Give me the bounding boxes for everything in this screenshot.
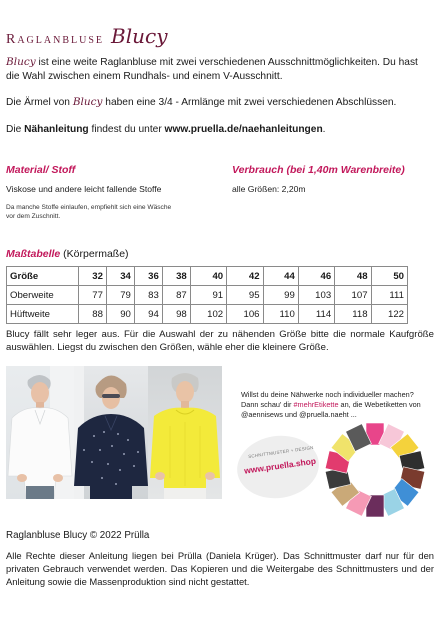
size-table-cell: 94	[134, 305, 162, 324]
size-table-cell: 34	[106, 267, 134, 286]
size-table-cell: 32	[79, 267, 107, 286]
photo-white-blouse	[6, 366, 74, 499]
consumption-heading: Verbrauch (bei 1,40m Warenbreite)	[232, 164, 405, 176]
size-table-row	[7, 305, 408, 324]
size-table-cell: 77	[79, 286, 107, 305]
size-table-cell: 99	[263, 286, 298, 305]
size-table-cell: 90	[106, 305, 134, 324]
size-table-cell: 50	[371, 267, 407, 286]
size-table-cell: 87	[162, 286, 190, 305]
instructions-paragraph	[6, 123, 434, 137]
size-table-cell: 106	[227, 305, 263, 324]
shop-stamp	[233, 431, 323, 504]
size-table-cell: 83	[134, 286, 162, 305]
size-table-subtitle: (Körpermaße)	[60, 248, 129, 260]
instructions-link[interactable]: www.pruella.de/naehanleitungen	[164, 124, 323, 135]
size-table-title: Maßtabelle	[6, 248, 61, 260]
title-script: Blucy	[111, 24, 168, 48]
rights-notice: Alle Rechte dieser Anleitung liegen bei Prülla (Daniela Krüger). Das Schnittmuster darf nur für den privaten Gebrauch verwendet werden. Das Kopieren und die Weitergabe des Schnittmusters und der Anleitung sowie die Massenproduktion sind nicht gestattet.	[6, 550, 434, 587]
intro-paragraph	[6, 56, 434, 83]
material-text: Viskose und andere leicht fallende Stoffe	[6, 184, 162, 194]
size-table-cell: 98	[162, 305, 190, 324]
promo-line1: Willst du deine Nähwerke noch individueller machen? Dann schau' dir	[241, 390, 414, 409]
instructions-pre: Die	[6, 124, 25, 135]
size-table-cell: 95	[227, 286, 263, 305]
shop-url[interactable]: www.pruella.shop	[243, 455, 317, 476]
size-table-cell: 40	[190, 267, 226, 286]
size-table-cell: 122	[371, 305, 407, 324]
size-table-row-label: Größe	[7, 267, 79, 286]
promo-hashtag[interactable]: #mehrEtikette	[293, 400, 339, 409]
size-table-row-label: Oberweite	[7, 286, 79, 305]
photo-yellow-blouse	[148, 366, 222, 499]
instructions-end: .	[322, 124, 326, 135]
intro-text: ist eine weite Raglanbluse mit zwei verschiedenen Ausschnittmöglichkeiten. Du hast die Wahl zwischen einem Rundhals- und einem V-Ausschnitt.	[6, 57, 418, 82]
size-table-cell: 36	[134, 267, 162, 286]
size-table-cell: 44	[263, 267, 298, 286]
sleeve-paragraph	[6, 96, 434, 110]
brand-name: Blucy	[6, 56, 36, 68]
size-table-cell: 114	[298, 305, 334, 324]
promo-line2: an, die Webetiketten von @aennisews und @pruella.naeht ...	[241, 400, 421, 419]
size-table-row	[7, 286, 408, 305]
size-table-cell: 110	[263, 305, 298, 324]
size-table-header-row	[7, 267, 408, 286]
material-note: Da manche Stoffe einlaufen, empfiehlt sich eine Wäsche vor dem Zuschnitt.	[6, 204, 172, 220]
size-table-cell: 48	[335, 267, 371, 286]
instructions-mid: findest du unter	[88, 124, 165, 135]
size-table-cell: 118	[335, 305, 371, 324]
size-table-cell: 107	[335, 286, 371, 305]
consumption-text: alle Größen: 2,20m	[232, 184, 306, 194]
label-wheel-image	[315, 416, 435, 524]
instructions-label: Nähanleitung	[24, 124, 89, 135]
stamp-tagline: SCHNITTMUSTER + DESIGN	[247, 444, 314, 460]
size-table-row-label: Hüftweite	[7, 305, 79, 324]
size-table-cell: 46	[298, 267, 334, 286]
photo-dark-blouse	[74, 366, 148, 499]
title-caps: Raglanbluse	[6, 32, 105, 47]
size-table-cell: 38	[162, 267, 190, 286]
copyright-line: Raglanbluse Blucy © 2022 Prülla	[6, 530, 150, 541]
brand-name-inline: Blucy	[72, 96, 103, 108]
size-table-heading	[6, 248, 129, 260]
model-photos	[6, 366, 222, 499]
size-table	[6, 266, 408, 324]
fit-note: Blucy fällt sehr leger aus. Für die Auswahl der zu nähenden Größe bitte die normale Kaufgröße auswählen. Liegst du zwischen den Größen, wähle eher die kleinere Größe.	[6, 329, 434, 353]
size-table-cell: 42	[227, 267, 263, 286]
size-table-cell: 102	[190, 305, 226, 324]
sleeve-text-pre: Die Ärmel von	[6, 97, 73, 108]
size-table-cell: 79	[106, 286, 134, 305]
sleeve-text-post: haben eine 3/4 - Armlänge mit zwei verschiedenen Abschlüssen.	[102, 97, 397, 108]
size-table-cell: 88	[79, 305, 107, 324]
size-table-cell: 103	[298, 286, 334, 305]
size-table-cell: 111	[371, 286, 407, 305]
size-table-cell: 91	[190, 286, 226, 305]
page-title	[6, 24, 168, 48]
material-heading: Material/ Stoff	[6, 164, 76, 176]
